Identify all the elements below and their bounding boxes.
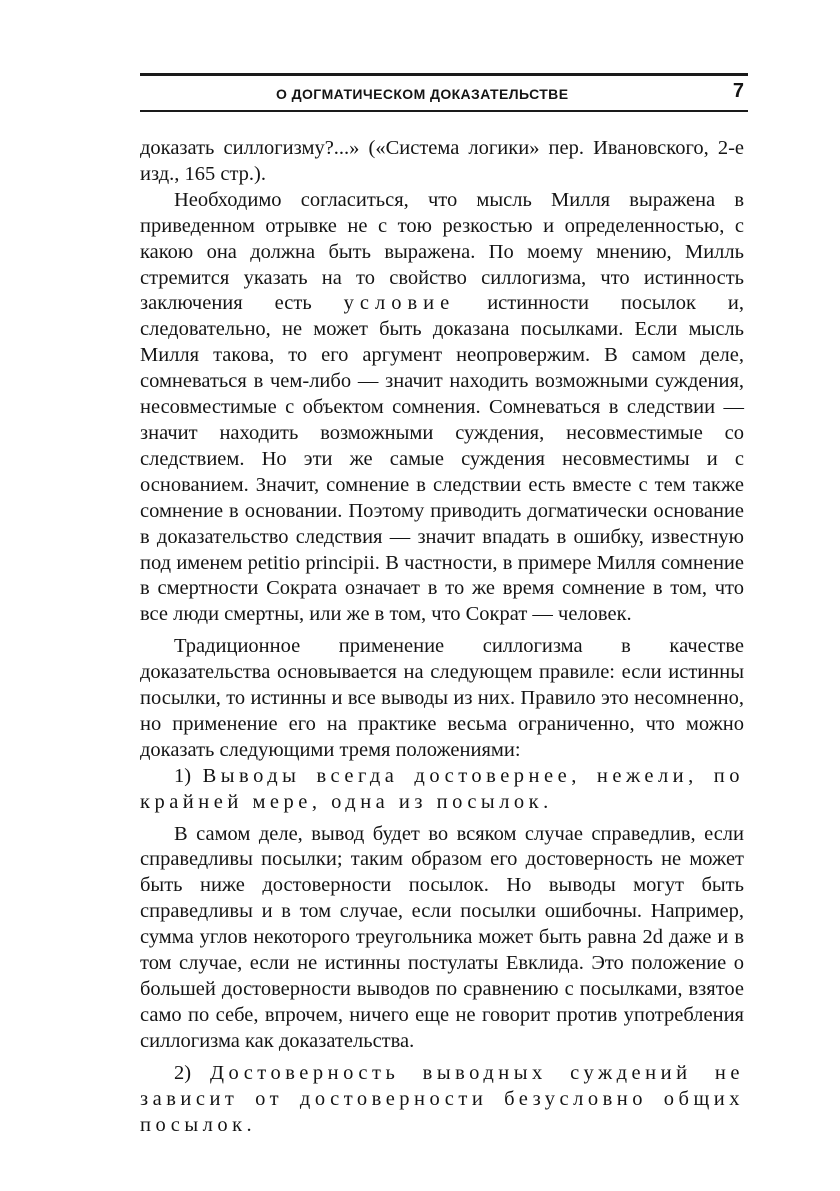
numbered-thesis-2 xyxy=(140,1061,744,1139)
paragraph-text-part: истинности посылок и, следовательно, не может быть доказана посылками. Если мысль Милля такова, то его аргумент неопровержим. В самом деле, сомневаться в чем-либо — значит находить возможными суждения, несовместимые с объектом сомнения. Сомневаться в следствии — значит находить возможными суждения, несовместимые со следствием. Но эти же самые суждения несовместимы и с основанием. Значит, сомнение в следствии есть вместе с тем также сомнение в основании. Поэтому приводить догматически основание в доказательство следствия — значит впадать в ошибку, известную под именем petitio principii. В частности, в примере Милля сомнение в смертности Сократа означает в то же время сомнение в том, что все люди смертны, или же в том, что Сократ — человек. xyxy=(140,292,744,626)
running-header xyxy=(140,80,748,108)
header-rule-top xyxy=(140,73,748,76)
header-rule-bottom xyxy=(140,110,748,112)
paragraph-thesis-1-explanation: В самом деле, вывод будет во всяком случае справедлив, если справедливы посылки; таким образом его достоверность не может быть ниже достоверности посылок. Но выводы могут быть справедливы и в том случае, если посылки ошибочны. Например, сумма углов некоторого треугольника может быть равна 2d даже и в том случае, если не истинны постулаты Евклида. Это положение о большей достоверности выводов по сравнению с посылками, взятое само по себе, впрочем, ничего еще не говорит против употребления силлогизма как доказательства. xyxy=(140,822,744,1052)
page-number: 7 xyxy=(732,80,744,102)
thesis-number: 2) xyxy=(174,1061,210,1084)
paragraph-text-part: Необходимо согласиться, что мысль Милля выражена в приведенном отрывке не с тою резкостью и определенностью, с какою она должна быть выражена. По моему мнению, Милль стремится указать на то свойство силлогизма, что истинность заключения есть xyxy=(140,188,744,315)
thesis-text: Достоверность выводных суждений не зависит от достоверности безусловно общих посылок. xyxy=(140,1061,745,1136)
paragraph-traditional-use: Традиционное применение силлогизма в качестве доказательства основывается на следующем правиле: если истинны посылки, то истинны и все выводы из них. Правило это несомненно, но применение его на практике весьма ограниченно, что можно доказать следующими тремя положениями: xyxy=(140,635,744,761)
thesis-text: Выводы всегда достовернее, нежели, по крайней мере, одна из посылок. xyxy=(140,764,745,813)
thesis-number: 1) xyxy=(174,764,203,787)
running-title: О ДОГМАТИЧЕСКОМ ДОКАЗАТЕЛЬСТВЕ xyxy=(276,86,569,102)
numbered-thesis-1 xyxy=(140,764,744,816)
body-text xyxy=(140,136,744,1138)
emphasized-word: условие xyxy=(343,292,456,315)
paragraph-continuation: доказать силлогизму?...» («Система логики» пер. Ивановского, 2-е изд., 165 стр.). xyxy=(140,137,744,185)
paragraph-mill-argument xyxy=(140,188,744,628)
